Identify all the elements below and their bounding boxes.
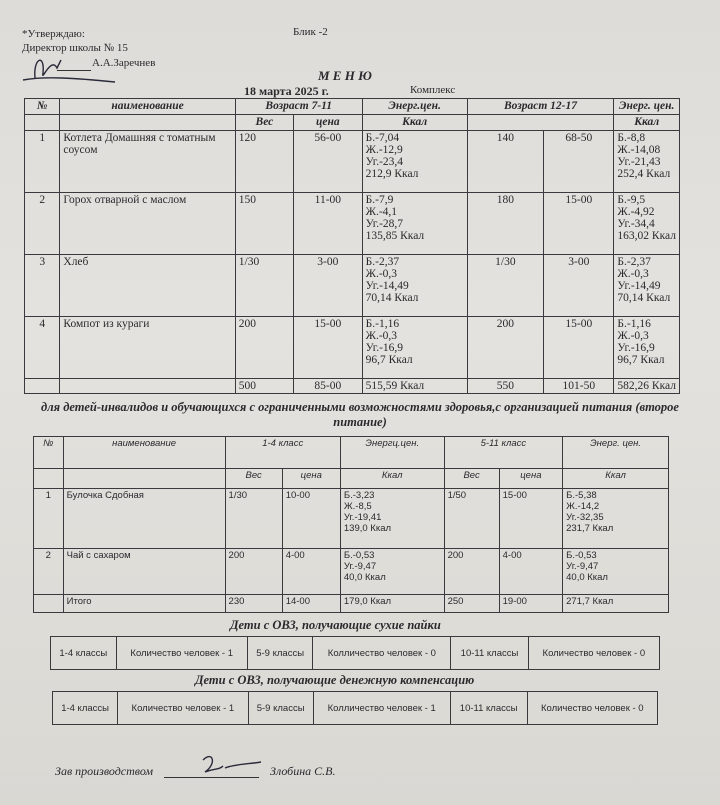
row-number: 2	[34, 549, 64, 595]
energy: Б.-9,5 Ж.-4,92 Уг.-34,4 163,02 Ккал	[614, 193, 680, 255]
weight: 1/50	[444, 489, 499, 549]
energy: Б.-1,16 Ж.-0,3 Уг.-16,9 96,7 Ккал	[614, 317, 680, 379]
subcol-weight: Вес	[225, 469, 282, 489]
col-name: наименование	[60, 99, 235, 115]
section4-title: Дети с ОВЗ, получающие денежную компенсацию	[195, 673, 475, 687]
energy: Б.-0,53 Уг.-9,47 40,0 Ккал	[563, 549, 669, 595]
chef-signature-icon	[195, 750, 265, 780]
cell: Количество человек - 0	[527, 692, 657, 725]
total-weight: 500	[235, 379, 293, 394]
subcol-kcal: Ккал	[340, 469, 444, 489]
energy: Б.-0,53 Уг.-9,47 40,0 Ккал	[340, 549, 444, 595]
director-name: А.А.Заречнев	[92, 57, 156, 69]
total-weight: 230	[225, 595, 282, 613]
cell: 5-9 классы	[247, 637, 313, 670]
total-label: Итого	[63, 595, 225, 613]
price: 11-00	[294, 193, 363, 255]
total-energy: 582,26 Ккал	[614, 379, 680, 394]
price: 15-00	[294, 317, 363, 379]
total-energy: 179,0 Ккал	[340, 595, 444, 613]
section3-title: Дети с ОВЗ, получающие сухие пайки	[230, 618, 441, 632]
complex-label: Комплекс	[410, 84, 456, 96]
dish-name: Горох отварной с маслом	[60, 193, 235, 255]
weight: 1/30	[467, 255, 544, 317]
approve-label: *Утверждаю:	[22, 28, 85, 40]
row-number: 4	[25, 317, 60, 379]
cell: 10-11 классы	[450, 692, 527, 725]
total-price: 85-00	[294, 379, 363, 394]
subcol-price: цена	[294, 115, 363, 131]
menu-table-main	[24, 98, 680, 394]
energy: Б.-7,04 Ж.-12,9 Уг.-23,4 212,9 Ккал	[362, 131, 467, 193]
col-energy-2: Энерг. цен.	[563, 437, 669, 469]
weight: 200	[235, 317, 293, 379]
subcol-price: цена	[499, 469, 563, 489]
weight: 200	[225, 549, 282, 595]
cell: 10-11 классы	[451, 637, 528, 670]
col-energy-1: Энерг.цен.	[362, 99, 467, 115]
menu-table-second	[33, 436, 669, 613]
table-row	[25, 317, 680, 379]
subcol-price: цена	[282, 469, 340, 489]
price: 56-00	[294, 131, 363, 193]
table-row	[25, 255, 680, 317]
total-price: 19-00	[499, 595, 563, 613]
energy: Б.-7,9 Ж.-4,1 Уг.-28,7 135,85 Ккал	[362, 193, 467, 255]
row-number: 2	[25, 193, 60, 255]
energy: Б.-2,37 Ж.-0,3 Уг.-14,49 70,14 Ккал	[362, 255, 467, 317]
director-signature-icon	[15, 48, 125, 88]
price: 15-00	[499, 489, 563, 549]
weight: 140	[467, 131, 544, 193]
price: 68-50	[544, 131, 614, 193]
cell: Количество человек - 1	[118, 692, 248, 725]
cell: 1-4 классы	[53, 692, 118, 725]
price: 4-00	[499, 549, 563, 595]
dry-rations-table	[50, 636, 660, 670]
price: 3-00	[294, 255, 363, 317]
price: 3-00	[544, 255, 614, 317]
weight: 1/30	[225, 489, 282, 549]
col-energy-2: Энерг. цен.	[614, 99, 680, 115]
page-title: М Е Н Ю	[318, 68, 372, 83]
price: 15-00	[544, 317, 614, 379]
dish-name: Хлеб	[60, 255, 235, 317]
subcol-kcal-1: Ккал	[362, 115, 467, 131]
total-row	[34, 595, 669, 613]
footer-role: Зав производством	[55, 764, 154, 778]
subcol-kcal: Ккал	[563, 469, 669, 489]
energy: Б.-8,8 Ж.-14,08 Уг.-21,43 252,4 Ккал	[614, 131, 680, 193]
subcol-weight: Вес	[235, 115, 293, 131]
col-age-12-17: Возраст 12-17	[467, 99, 614, 115]
price: 10-00	[282, 489, 340, 549]
weight: 200	[444, 549, 499, 595]
row-number: 1	[34, 489, 64, 549]
weight: 1/30	[235, 255, 293, 317]
table-row	[25, 193, 680, 255]
total-energy: 515,59 Ккал	[362, 379, 467, 394]
director-label: Директор школы № 15	[22, 42, 128, 54]
total-price: 14-00	[282, 595, 340, 613]
cell: 5-9 классы	[248, 692, 313, 725]
col-number: №	[34, 437, 64, 469]
weight: 120	[235, 131, 293, 193]
total-price: 101-50	[544, 379, 614, 394]
footer-name: Злобина С.В.	[270, 764, 336, 778]
dish-name: Котлета Домашняя с томатным соусом	[60, 131, 235, 193]
row-number: 1	[25, 131, 60, 193]
cell: Количество человек - 1	[116, 637, 247, 670]
energy: Б.-2,37 Ж.-0,3 Уг.-14,49 70,14 Ккал	[614, 255, 680, 317]
price: 4-00	[282, 549, 340, 595]
energy: Б.-1,16 Ж.-0,3 Уг.-16,9 96,7 Ккал	[362, 317, 467, 379]
total-weight: 550	[467, 379, 544, 394]
weight: 180	[467, 193, 544, 255]
total-energy: 271,7 Ккал	[563, 595, 669, 613]
menu-date: 18 марта 2025 г.	[244, 84, 329, 98]
cell: Колличество человек - 1	[313, 692, 450, 725]
compensation-table	[52, 691, 658, 725]
cell: Колличество человек - 0	[313, 637, 451, 670]
dish-name: Компот из кураги	[60, 317, 235, 379]
section2-title: для детей-инвалидов и обучающихся с ограниченными возможностями здоровья,с организацией питания (второе питание)	[41, 400, 679, 429]
col-class-5-11: 5-11 класс	[444, 437, 563, 469]
price: 15-00	[544, 193, 614, 255]
subcol-kcal-2: Ккал	[614, 115, 680, 131]
blank-label: Блик -2	[293, 26, 328, 38]
row-number: 3	[25, 255, 60, 317]
table-row	[34, 549, 669, 595]
weight: 200	[467, 317, 544, 379]
cell: Количество человек - 0	[528, 637, 659, 670]
col-number: №	[25, 99, 60, 115]
col-name: наименование	[63, 437, 225, 469]
col-class-1-4: 1-4 класс	[225, 437, 340, 469]
cell: 1-4 классы	[51, 637, 117, 670]
weight: 150	[235, 193, 293, 255]
energy: Б.-5,38 Ж.-14,2 Уг.-32,35 231,7 Ккал	[563, 489, 669, 549]
subcol-weight: Вес	[444, 469, 499, 489]
dish-name: Булочка Сдобная	[63, 489, 225, 549]
col-energy-1: Энергц.цен.	[340, 437, 444, 469]
total-weight: 250	[444, 595, 499, 613]
table-row	[34, 489, 669, 549]
dish-name: Чай с сахаром	[63, 549, 225, 595]
total-row	[25, 379, 680, 394]
table-row	[25, 131, 680, 193]
energy: Б.-3,23 Ж.-8,5 Уг.-19,41 139,0 Ккал	[340, 489, 444, 549]
col-age-7-11: Возраст 7-11	[235, 99, 362, 115]
